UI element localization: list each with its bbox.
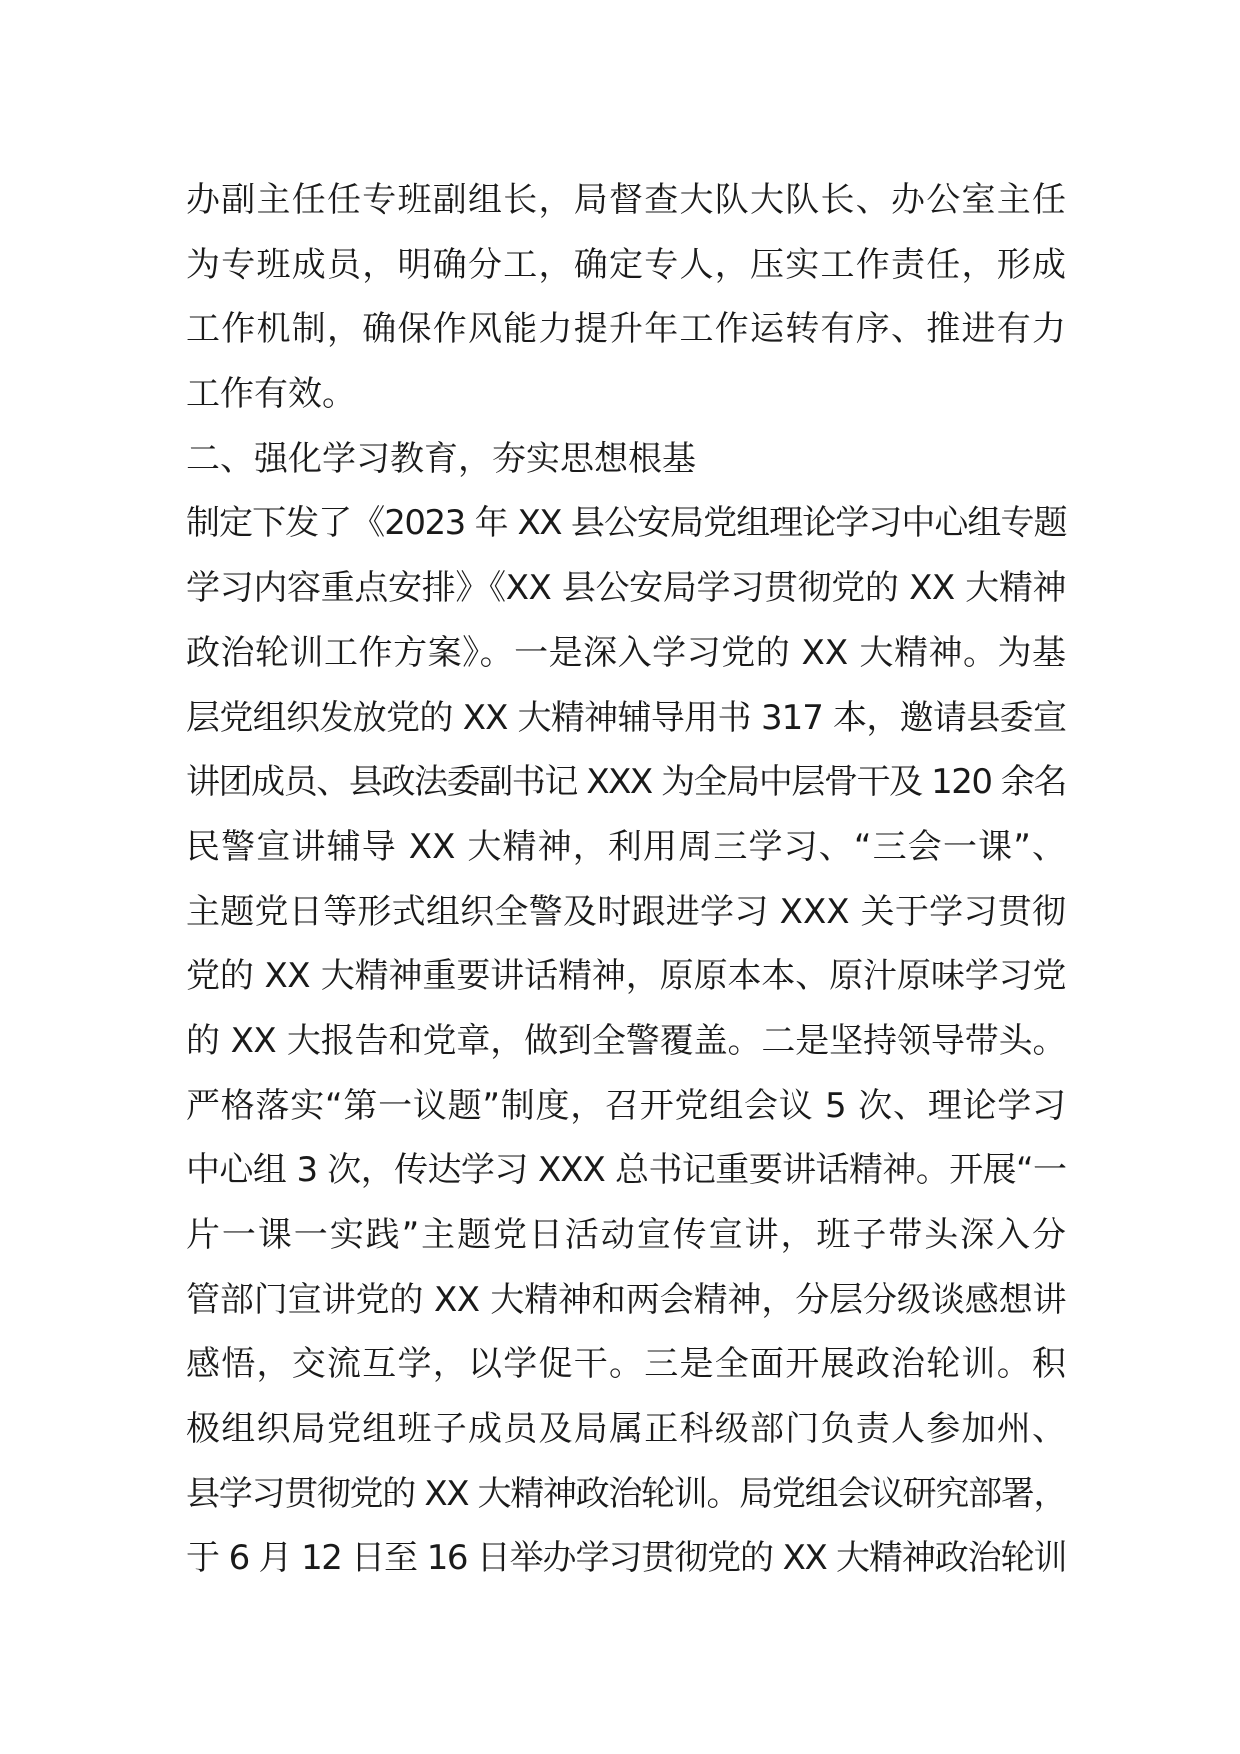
text-line: 学习内容重点安排》《XX 县公安局学习贯彻党的 XX 大精神 (186, 568, 1066, 609)
text-line: 办副主任任专班副组长，局督查大队大队长、办公室主任 (186, 180, 1066, 220)
text-line: 工作有效。 (186, 374, 356, 415)
text-line: 县学习贯彻党的 XX 大精神政治轮训。局党组会议研究部署， (186, 1473, 1066, 1514)
text-line: 感悟，交流互学，以学促干。三是全面开展政治轮训。积 (186, 1344, 1066, 1385)
text-line: 管部门宣讲党的 XX 大精神和两会精神，分层分级谈感想讲 (186, 1279, 1066, 1320)
text-line: 党的 XX 大精神重要讲话精神，原原本本、原汁原味学习党 (186, 956, 1066, 997)
text-line: 极组织局党组班子成员及局属正科级部门负责人参加州、 (186, 1409, 1066, 1450)
text-line: 制定下发了《2023 年 XX 县公安局党组理论学习中心组专题 (186, 503, 1066, 544)
text-line: 讲团成员、县政法委副书记 XXX 为全局中层骨干及 120 余名 (186, 762, 1066, 803)
text-line: 政治轮训工作方案》。一是深入学习党的 XX 大精神。为基 (186, 632, 1066, 673)
text-line: 主题党日等形式组织全警及时跟进学习 XXX 关于学习贯彻 (186, 891, 1066, 932)
text-line: 的 XX 大报告和党章，做到全警覆盖。二是坚持领导带头。 (186, 1020, 1066, 1061)
text-line: 层党组织发放党的 XX 大精神辅导用书 317 本，邀请县委宣 (186, 697, 1066, 738)
text-line: 中心组 3 次，传达学习 XXX 总书记重要讲话精神。开展“一 (186, 1150, 1066, 1191)
text-line: 于 6 月 12 日至 16 日举办学习贯彻党的 XX 大精神政治轮训 (186, 1538, 1066, 1579)
document-body (186, 168, 1066, 1591)
text-line: 片一课一实践”主题党日活动宣传宣讲，班子带头深入分 (186, 1215, 1066, 1255)
text-line: 为专班成员，明确分工，确定专人，压实工作责任，形成 (186, 244, 1066, 285)
section-heading: 二、强化学习教育，夯实思想根基 (186, 438, 696, 479)
text-line: 严格落实“第一议题”制度，召开党组会议 5 次、理论学习 (186, 1085, 1066, 1126)
text-line: 民警宣讲辅导 XX 大精神，利用周三学习、“三会一课”、 (186, 826, 1066, 867)
text-line: 工作机制，确保作风能力提升年工作运转有序、推进有力 (186, 309, 1066, 350)
